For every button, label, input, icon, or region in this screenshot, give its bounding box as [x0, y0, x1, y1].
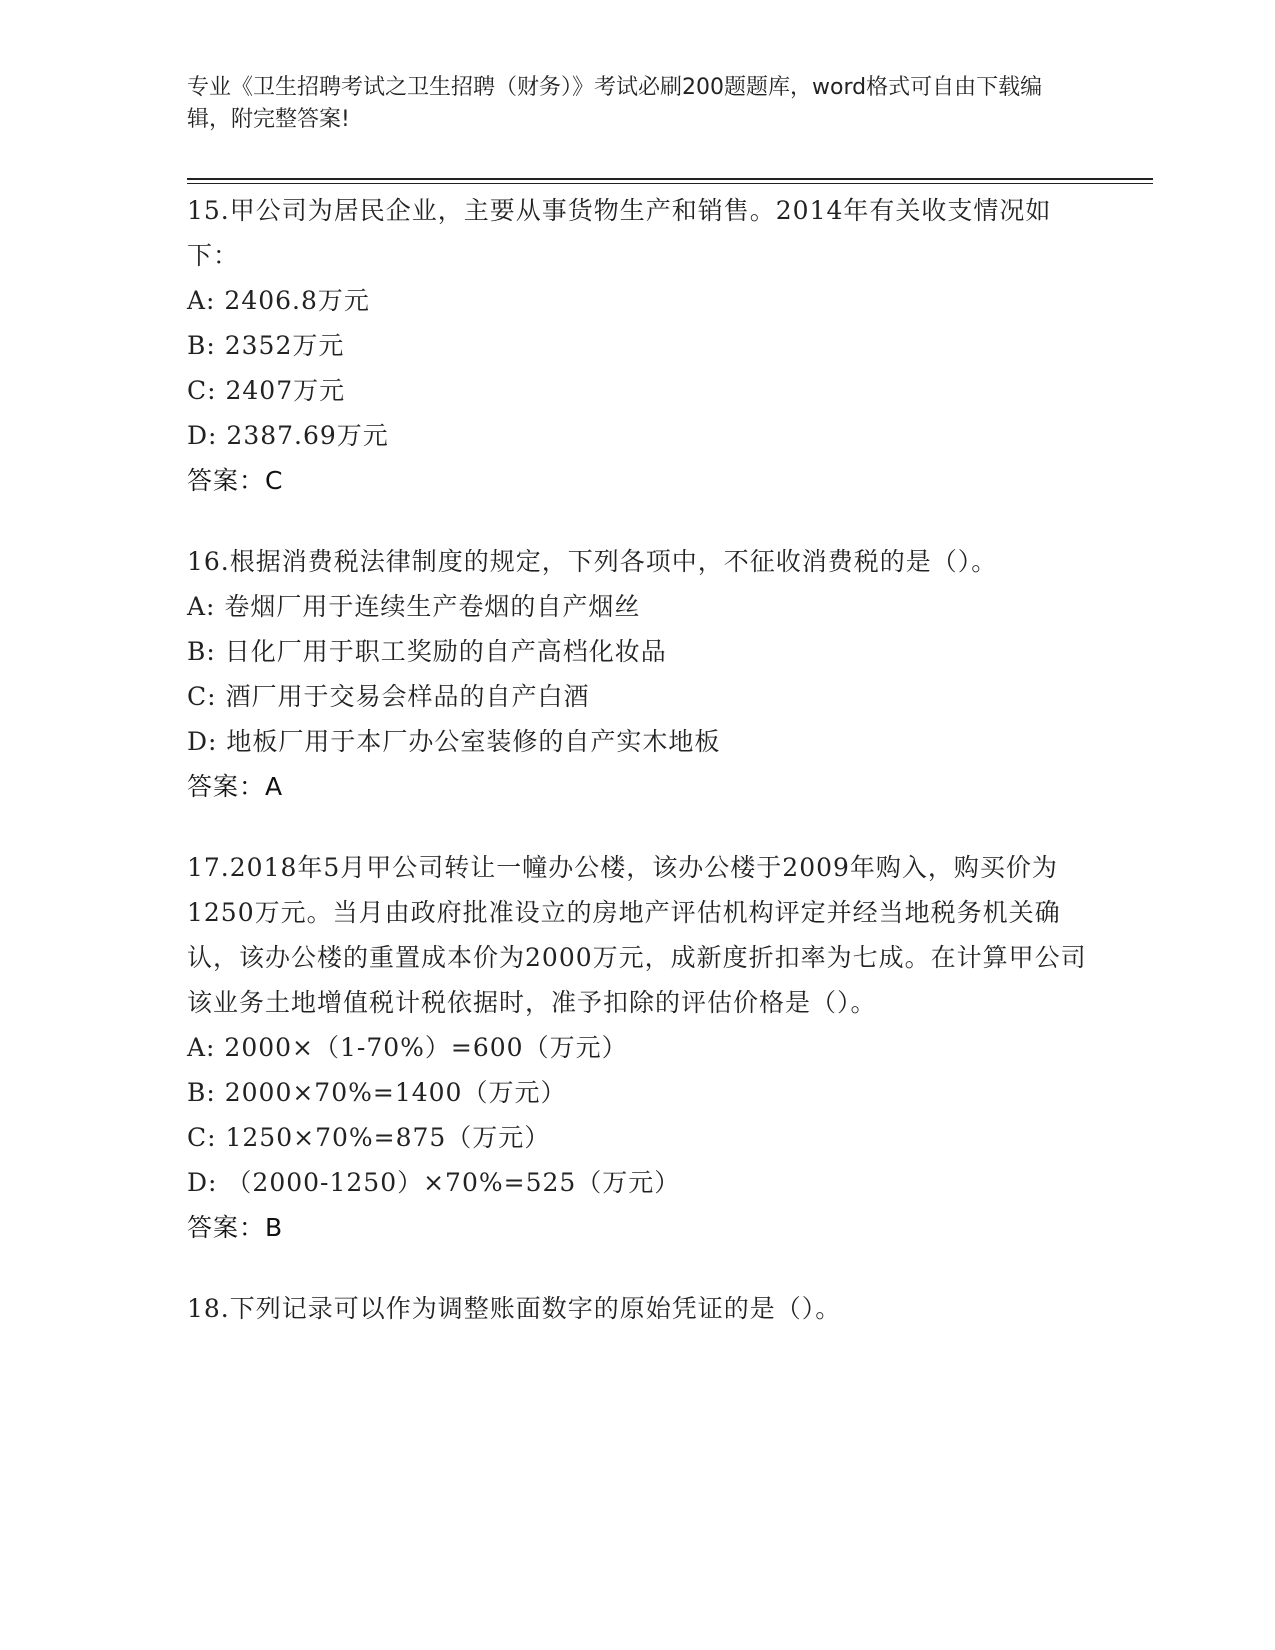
option-a: A: 2406.8万元	[187, 286, 370, 315]
question-17	[187, 845, 1087, 1250]
option-b: B: 日化厂用于职工奖励的自产高档化妆品	[187, 637, 667, 666]
answer: 答案：B	[187, 1213, 284, 1242]
header-divider-thin	[187, 183, 1153, 184]
option-a: A: 卷烟厂用于连续生产卷烟的自产烟丝	[187, 592, 641, 621]
option-b: B: 2000×70%=1400（万元）	[187, 1078, 567, 1107]
question-18	[187, 1286, 1087, 1331]
question-list	[187, 188, 1087, 1367]
option-c: C: 酒厂用于交易会样品的自产白酒	[187, 682, 590, 711]
answer: 答案：A	[187, 772, 284, 801]
question-stem: 17.2018年5月甲公司转让一幢办公楼，该办公楼于2009年购入，购买价为1250万元。当月由政府批准设立的房地产评估机构评定并经当地税务机关确认，该办公楼的重置成本价为2000万元，成新度折扣率为七成。在计算甲公司该业务土地增值税计税依据时，准予扣除的评估价格是（）。	[187, 853, 1087, 1017]
question-16	[187, 539, 1087, 809]
option-d: D: （2000-1250）×70%=525（万元）	[187, 1168, 681, 1197]
question-stem: 18.下列记录可以作为调整账面数字的原始凭证的是（）。	[187, 1294, 842, 1323]
option-a: A: 2000×（1-70%）=600（万元）	[187, 1033, 628, 1062]
header-divider-thick	[187, 178, 1153, 180]
option-d: D: 2387.69万元	[187, 421, 389, 450]
option-b: B: 2352万元	[187, 331, 345, 360]
question-stem: 15.甲公司为居民企业，主要从事货物生产和销售。2014年有关收支情况如下：	[187, 196, 1052, 270]
option-d: D: 地板厂用于本厂办公室装修的自产实木地板	[187, 727, 721, 756]
question-15	[187, 188, 1087, 503]
document-header: 专业《卫生招聘考试之卫生招聘（财务）》考试必刷200题题库，word格式可自由下载编辑，附完整答案!	[187, 75, 1043, 132]
question-stem: 16.根据消费税法律制度的规定，下列各项中，不征收消费税的是（）。	[187, 547, 998, 576]
answer: 答案：C	[187, 466, 284, 495]
option-c: C: 1250×70%=875（万元）	[187, 1123, 551, 1152]
option-c: C: 2407万元	[187, 376, 346, 405]
